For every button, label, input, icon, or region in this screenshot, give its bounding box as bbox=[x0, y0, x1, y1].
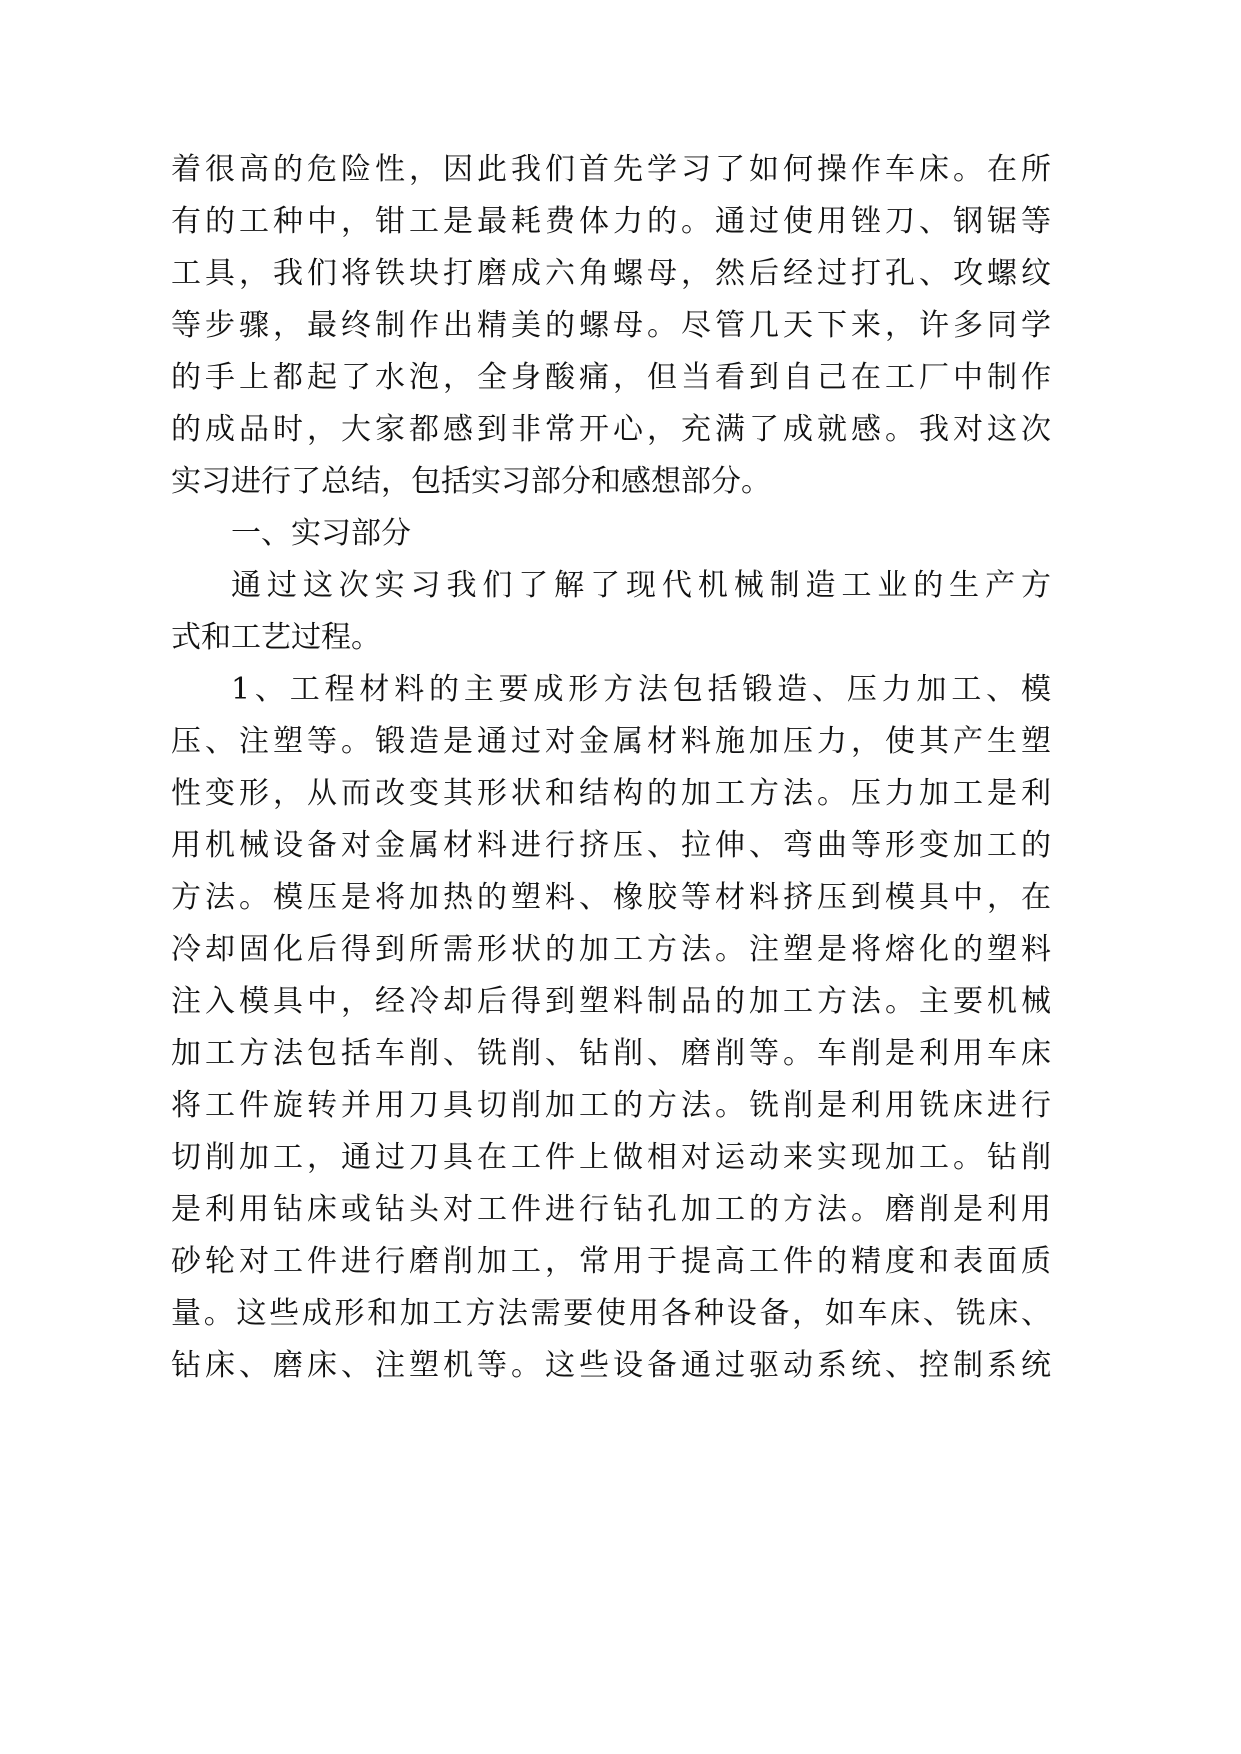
text-line: 砂轮对工件进行磨削加工，常用于提高工件的精度和表面质 bbox=[171, 1244, 1051, 1279]
paragraph-continued bbox=[171, 144, 1051, 508]
text-line: 的手上都起了水泡，全身酸痛，但当看到自己在工厂中制作 bbox=[171, 360, 1051, 395]
text-line: 性变形，从而改变其形状和结构的加工方法。压力加工是利 bbox=[171, 776, 1051, 811]
paragraph-intro bbox=[171, 560, 1051, 664]
text-line: 用机械设备对金属材料进行挤压、拉伸、弯曲等形变加工的 bbox=[171, 828, 1051, 863]
text-line: 压、注塑等。锻造是通过对金属材料施加压力，使其产生塑 bbox=[171, 724, 1051, 759]
text-line: 1、工程材料的主要成形方法包括锻造、压力加工、模 bbox=[231, 672, 1051, 707]
text-line: 式和工艺过程。 bbox=[171, 620, 381, 655]
text-line: 冷却固化后得到所需形状的加工方法。注塑是将熔化的塑料 bbox=[171, 932, 1051, 967]
section-heading bbox=[171, 508, 1051, 560]
text-line: 将工件旋转并用刀具切削加工的方法。铣削是利用铣床进行 bbox=[171, 1088, 1051, 1123]
text-line: 等步骤，最终制作出精美的螺母。尽管几天下来，许多同学 bbox=[171, 308, 1051, 343]
text-line: 方法。模压是将加热的塑料、橡胶等材料挤压到模具中，在 bbox=[171, 880, 1051, 915]
text-line: 实习进行了总结，包括实习部分和感想部分。 bbox=[171, 464, 771, 499]
paragraph-item-1 bbox=[171, 664, 1051, 1392]
text-line: 有的工种中，钳工是最耗费体力的。通过使用锉刀、钢锯等 bbox=[171, 204, 1051, 239]
text-line: 着很高的危险性，因此我们首先学习了如何操作车床。在所 bbox=[171, 152, 1051, 187]
text-line: 是利用钻床或钻头对工件进行钻孔加工的方法。磨削是利用 bbox=[171, 1192, 1051, 1227]
text-line: 钻床、磨床、注塑机等。这些设备通过驱动系统、控制系统 bbox=[171, 1348, 1051, 1383]
text-line: 量。这些成形和加工方法需要使用各种设备，如车床、铣床、 bbox=[171, 1296, 1051, 1331]
text-line: 的成品时，大家都感到非常开心，充满了成就感。我对这次 bbox=[171, 412, 1051, 447]
text-line: 加工方法包括车削、铣削、钻削、磨削等。车削是利用车床 bbox=[171, 1036, 1051, 1071]
text-line: 注入模具中，经冷却后得到塑料制品的加工方法。主要机械 bbox=[171, 984, 1051, 1019]
section-heading-text: 一、实习部分 bbox=[231, 516, 411, 551]
text-line: 切削加工，通过刀具在工件上做相对运动来实现加工。钻削 bbox=[171, 1140, 1051, 1175]
document-body bbox=[171, 144, 1051, 1392]
text-line: 工具，我们将铁块打磨成六角螺母，然后经过打孔、攻螺纹 bbox=[171, 256, 1051, 291]
text-line: 通过这次实习我们了解了现代机械制造工业的生产方 bbox=[231, 568, 1051, 603]
